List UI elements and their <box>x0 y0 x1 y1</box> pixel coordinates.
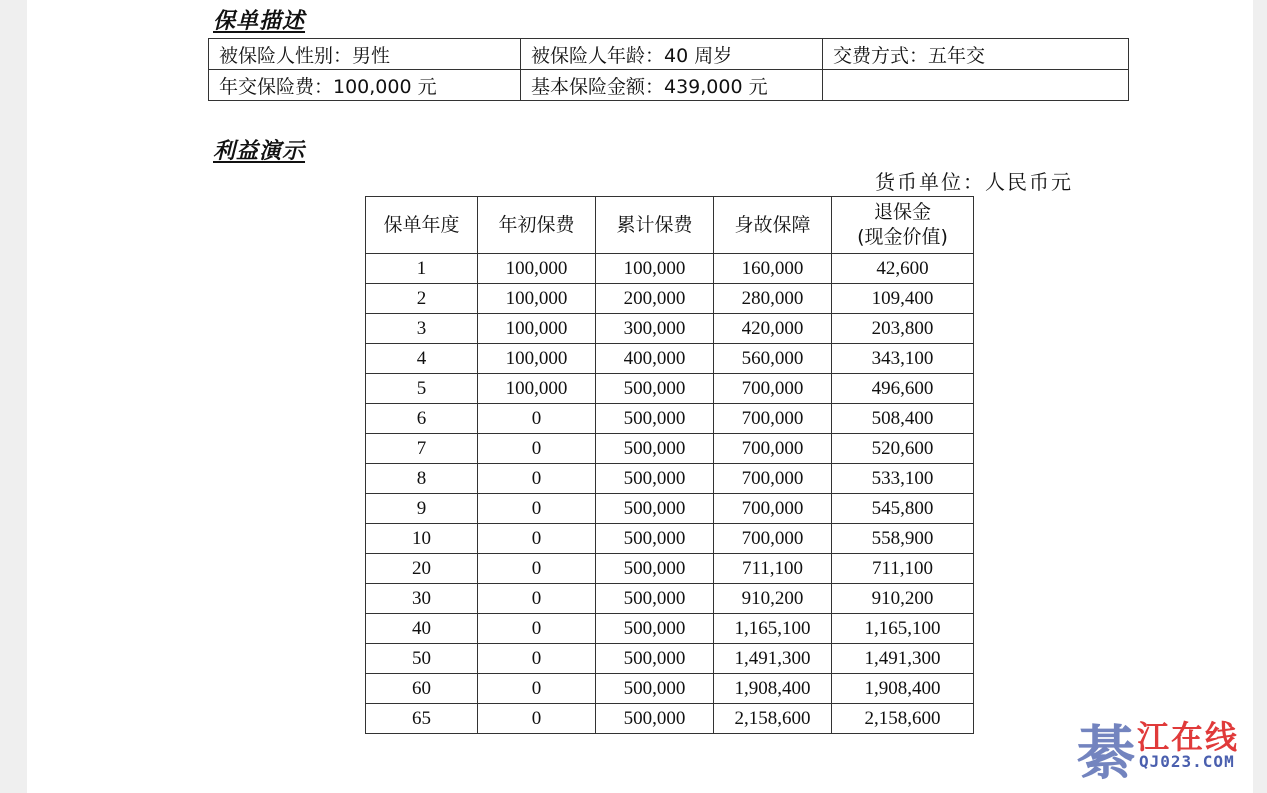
benefit-cell: 520,600 <box>832 434 974 464</box>
table-row <box>366 494 974 524</box>
table-row <box>366 644 974 674</box>
watermark-url: QJ023.COM <box>1139 752 1235 771</box>
description-cell: 被保险人性别：男性 <box>209 39 521 70</box>
benefit-cell: 9 <box>366 494 478 524</box>
benefit-cell: 7 <box>366 434 478 464</box>
description-cell <box>823 70 1129 101</box>
watermark-name: 江在线 <box>1137 718 1240 756</box>
benefit-header-cell: 累计保费 <box>596 197 714 254</box>
benefit-cell: 203,800 <box>832 314 974 344</box>
benefit-cell: 100,000 <box>478 344 596 374</box>
benefit-cell: 700,000 <box>714 374 832 404</box>
benefit-cell: 500,000 <box>596 464 714 494</box>
benefit-cell: 5 <box>366 374 478 404</box>
benefit-cell: 1,491,300 <box>832 644 974 674</box>
table-row <box>366 314 974 344</box>
benefit-cell: 0 <box>478 614 596 644</box>
table-row <box>366 344 974 374</box>
benefit-cell: 2,158,600 <box>714 704 832 734</box>
benefit-cell: 20 <box>366 554 478 584</box>
benefit-cell: 40 <box>366 614 478 644</box>
benefit-cell: 2,158,600 <box>832 704 974 734</box>
benefit-illustration-title: 利益演示 <box>213 138 306 164</box>
table-row <box>366 434 974 464</box>
benefit-cell: 30 <box>366 584 478 614</box>
benefit-cell: 100,000 <box>478 254 596 284</box>
benefit-cell: 50 <box>366 644 478 674</box>
table-row <box>366 404 974 434</box>
currency-unit-label: 货币单位：人民币元 <box>875 170 1073 194</box>
benefit-cell: 0 <box>478 704 596 734</box>
benefit-cell: 0 <box>478 524 596 554</box>
benefit-cell: 1,908,400 <box>714 674 832 704</box>
benefit-cell: 2 <box>366 284 478 314</box>
benefit-cell: 100,000 <box>596 254 714 284</box>
benefit-cell: 400,000 <box>596 344 714 374</box>
benefit-cell: 200,000 <box>596 284 714 314</box>
benefit-cell: 910,200 <box>832 584 974 614</box>
benefit-cell: 508,400 <box>832 404 974 434</box>
benefit-cell: 500,000 <box>596 404 714 434</box>
benefit-cell: 533,100 <box>832 464 974 494</box>
table-row <box>366 524 974 554</box>
benefit-cell: 500,000 <box>596 374 714 404</box>
benefit-cell: 42,600 <box>832 254 974 284</box>
site-watermark <box>1075 706 1267 787</box>
benefit-cell: 700,000 <box>714 434 832 464</box>
description-cell: 基本保险金额：439,000 元 <box>521 70 823 101</box>
watermark-logo-char: 綦 <box>1077 719 1136 787</box>
benefit-cell: 0 <box>478 554 596 584</box>
benefit-header-cell: 保单年度 <box>366 197 478 254</box>
benefit-cell: 0 <box>478 464 596 494</box>
benefit-cell: 496,600 <box>832 374 974 404</box>
benefit-cell: 10 <box>366 524 478 554</box>
benefit-cell: 500,000 <box>596 434 714 464</box>
benefit-cell: 910,200 <box>714 584 832 614</box>
benefit-header-cell: 身故保障 <box>714 197 832 254</box>
benefit-cell: 500,000 <box>596 674 714 704</box>
benefit-cell: 700,000 <box>714 464 832 494</box>
benefit-cell: 100,000 <box>478 374 596 404</box>
benefit-cell: 545,800 <box>832 494 974 524</box>
policy-description-table <box>208 38 1129 101</box>
benefit-header-cell: 年初保费 <box>478 197 596 254</box>
benefit-cell: 100,000 <box>478 284 596 314</box>
table-row <box>366 704 974 734</box>
benefit-cell: 0 <box>478 404 596 434</box>
benefit-cell: 560,000 <box>714 344 832 374</box>
benefit-cell: 1 <box>366 254 478 284</box>
benefit-cell: 343,100 <box>832 344 974 374</box>
description-row <box>209 39 1129 70</box>
table-row <box>366 554 974 584</box>
benefit-cell: 0 <box>478 494 596 524</box>
benefit-cell: 1,491,300 <box>714 644 832 674</box>
table-row <box>366 254 974 284</box>
benefit-cell: 65 <box>366 704 478 734</box>
benefit-cell: 300,000 <box>596 314 714 344</box>
benefit-cell: 500,000 <box>596 554 714 584</box>
table-row <box>366 464 974 494</box>
benefit-cell: 500,000 <box>596 704 714 734</box>
benefit-cell: 100,000 <box>478 314 596 344</box>
benefit-cell: 1,165,100 <box>832 614 974 644</box>
benefit-cell: 558,900 <box>832 524 974 554</box>
benefit-header-cell: 退保金 (现金价值) <box>832 197 974 254</box>
table-row <box>366 584 974 614</box>
benefit-cell: 160,000 <box>714 254 832 284</box>
benefit-cell: 0 <box>478 644 596 674</box>
benefit-cell: 0 <box>478 434 596 464</box>
benefit-cell: 60 <box>366 674 478 704</box>
benefit-cell: 1,908,400 <box>832 674 974 704</box>
benefit-cell: 500,000 <box>596 614 714 644</box>
benefit-cell: 500,000 <box>596 494 714 524</box>
benefit-cell: 500,000 <box>596 644 714 674</box>
description-cell: 交费方式：五年交 <box>823 39 1129 70</box>
description-cell: 年交保险费：100,000 元 <box>209 70 521 101</box>
benefit-cell: 711,100 <box>714 554 832 584</box>
benefit-cell: 3 <box>366 314 478 344</box>
benefit-cell: 6 <box>366 404 478 434</box>
benefit-cell: 109,400 <box>832 284 974 314</box>
policy-description-title: 保单描述 <box>213 8 306 34</box>
benefit-cell: 4 <box>366 344 478 374</box>
benefit-cell: 700,000 <box>714 404 832 434</box>
table-row <box>366 614 974 644</box>
benefit-cell: 700,000 <box>714 494 832 524</box>
benefit-cell: 280,000 <box>714 284 832 314</box>
benefit-cell: 700,000 <box>714 524 832 554</box>
benefit-table <box>365 196 974 734</box>
benefit-cell: 8 <box>366 464 478 494</box>
table-row <box>366 284 974 314</box>
benefit-cell: 0 <box>478 584 596 614</box>
description-row <box>209 70 1129 101</box>
description-cell: 被保险人年龄：40 周岁 <box>521 39 823 70</box>
benefit-cell: 500,000 <box>596 524 714 554</box>
table-row <box>366 374 974 404</box>
benefit-cell: 1,165,100 <box>714 614 832 644</box>
document-page <box>27 0 1253 793</box>
benefit-cell: 500,000 <box>596 584 714 614</box>
table-row <box>366 674 974 704</box>
benefit-cell: 0 <box>478 674 596 704</box>
benefit-cell: 420,000 <box>714 314 832 344</box>
benefit-cell: 711,100 <box>832 554 974 584</box>
